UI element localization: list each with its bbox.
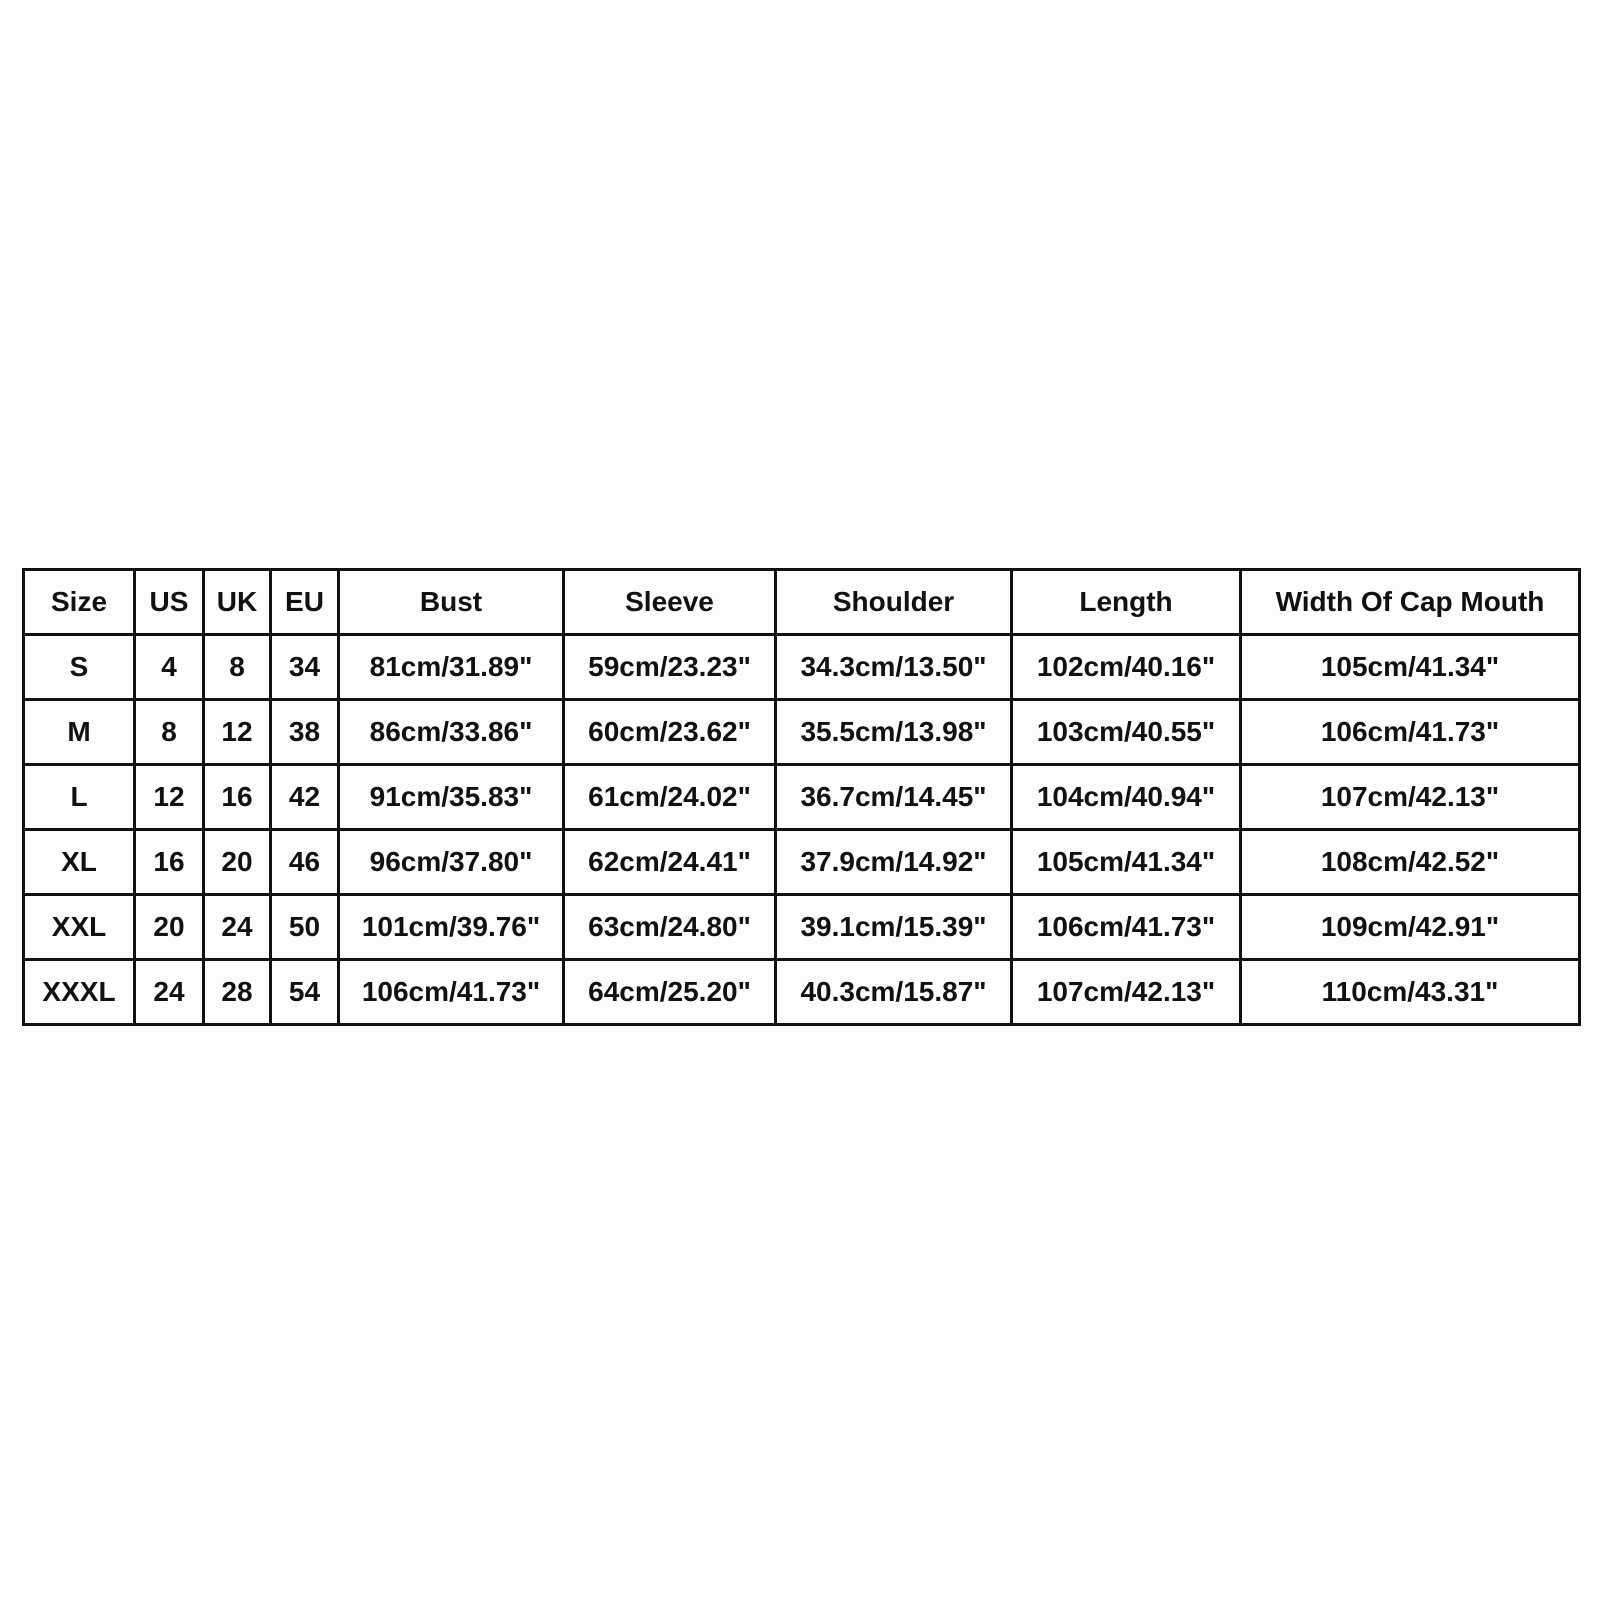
- header-row: [24, 570, 1580, 635]
- cell-sleeve: 60cm/23.62": [564, 700, 776, 765]
- cell-length: 103cm/40.55": [1012, 700, 1241, 765]
- header-us: US: [135, 570, 204, 635]
- cell-uk: 12: [204, 700, 271, 765]
- header-bust: Bust: [339, 570, 564, 635]
- cell-uk: 28: [204, 960, 271, 1025]
- header-width-of-cap-mouth: Width Of Cap Mouth: [1241, 570, 1580, 635]
- cell-uk: 16: [204, 765, 271, 830]
- cell-eu: 46: [271, 830, 339, 895]
- cell-shoulder: 35.5cm/13.98": [776, 700, 1012, 765]
- header-eu: EU: [271, 570, 339, 635]
- cell-size: L: [24, 765, 135, 830]
- table-row: [24, 895, 1580, 960]
- cell-bust: 96cm/37.80": [339, 830, 564, 895]
- cell-eu: 42: [271, 765, 339, 830]
- cell-sleeve: 61cm/24.02": [564, 765, 776, 830]
- cell-uk: 24: [204, 895, 271, 960]
- cell-us: 12: [135, 765, 204, 830]
- cell-uk: 8: [204, 635, 271, 700]
- cell-eu: 50: [271, 895, 339, 960]
- header-length: Length: [1012, 570, 1241, 635]
- table-row: [24, 700, 1580, 765]
- cell-width-of-cap-mouth: 109cm/42.91": [1241, 895, 1580, 960]
- cell-length: 107cm/42.13": [1012, 960, 1241, 1025]
- cell-length: 105cm/41.34": [1012, 830, 1241, 895]
- cell-shoulder: 37.9cm/14.92": [776, 830, 1012, 895]
- cell-bust: 86cm/33.86": [339, 700, 564, 765]
- cell-bust: 101cm/39.76": [339, 895, 564, 960]
- cell-us: 4: [135, 635, 204, 700]
- cell-width-of-cap-mouth: 110cm/43.31": [1241, 960, 1580, 1025]
- cell-width-of-cap-mouth: 105cm/41.34": [1241, 635, 1580, 700]
- cell-length: 106cm/41.73": [1012, 895, 1241, 960]
- cell-size: XXL: [24, 895, 135, 960]
- cell-uk: 20: [204, 830, 271, 895]
- cell-size: XXXL: [24, 960, 135, 1025]
- cell-eu: 34: [271, 635, 339, 700]
- cell-sleeve: 62cm/24.41": [564, 830, 776, 895]
- cell-sleeve: 64cm/25.20": [564, 960, 776, 1025]
- cell-length: 102cm/40.16": [1012, 635, 1241, 700]
- cell-bust: 91cm/35.83": [339, 765, 564, 830]
- cell-shoulder: 36.7cm/14.45": [776, 765, 1012, 830]
- cell-shoulder: 34.3cm/13.50": [776, 635, 1012, 700]
- size-chart-table: [22, 568, 1581, 1026]
- table-row: [24, 765, 1580, 830]
- cell-us: 20: [135, 895, 204, 960]
- cell-us: 16: [135, 830, 204, 895]
- cell-width-of-cap-mouth: 107cm/42.13": [1241, 765, 1580, 830]
- header-uk: UK: [204, 570, 271, 635]
- header-sleeve: Sleeve: [564, 570, 776, 635]
- cell-bust: 106cm/41.73": [339, 960, 564, 1025]
- table-row: [24, 830, 1580, 895]
- header-size: Size: [24, 570, 135, 635]
- table-row: [24, 960, 1580, 1025]
- cell-bust: 81cm/31.89": [339, 635, 564, 700]
- cell-eu: 38: [271, 700, 339, 765]
- cell-size: S: [24, 635, 135, 700]
- table-row: [24, 635, 1580, 700]
- cell-us: 24: [135, 960, 204, 1025]
- cell-sleeve: 59cm/23.23": [564, 635, 776, 700]
- cell-shoulder: 40.3cm/15.87": [776, 960, 1012, 1025]
- cell-shoulder: 39.1cm/15.39": [776, 895, 1012, 960]
- cell-eu: 54: [271, 960, 339, 1025]
- cell-length: 104cm/40.94": [1012, 765, 1241, 830]
- header-shoulder: Shoulder: [776, 570, 1012, 635]
- cell-us: 8: [135, 700, 204, 765]
- cell-size: XL: [24, 830, 135, 895]
- cell-size: M: [24, 700, 135, 765]
- cell-width-of-cap-mouth: 108cm/42.52": [1241, 830, 1580, 895]
- cell-sleeve: 63cm/24.80": [564, 895, 776, 960]
- cell-width-of-cap-mouth: 106cm/41.73": [1241, 700, 1580, 765]
